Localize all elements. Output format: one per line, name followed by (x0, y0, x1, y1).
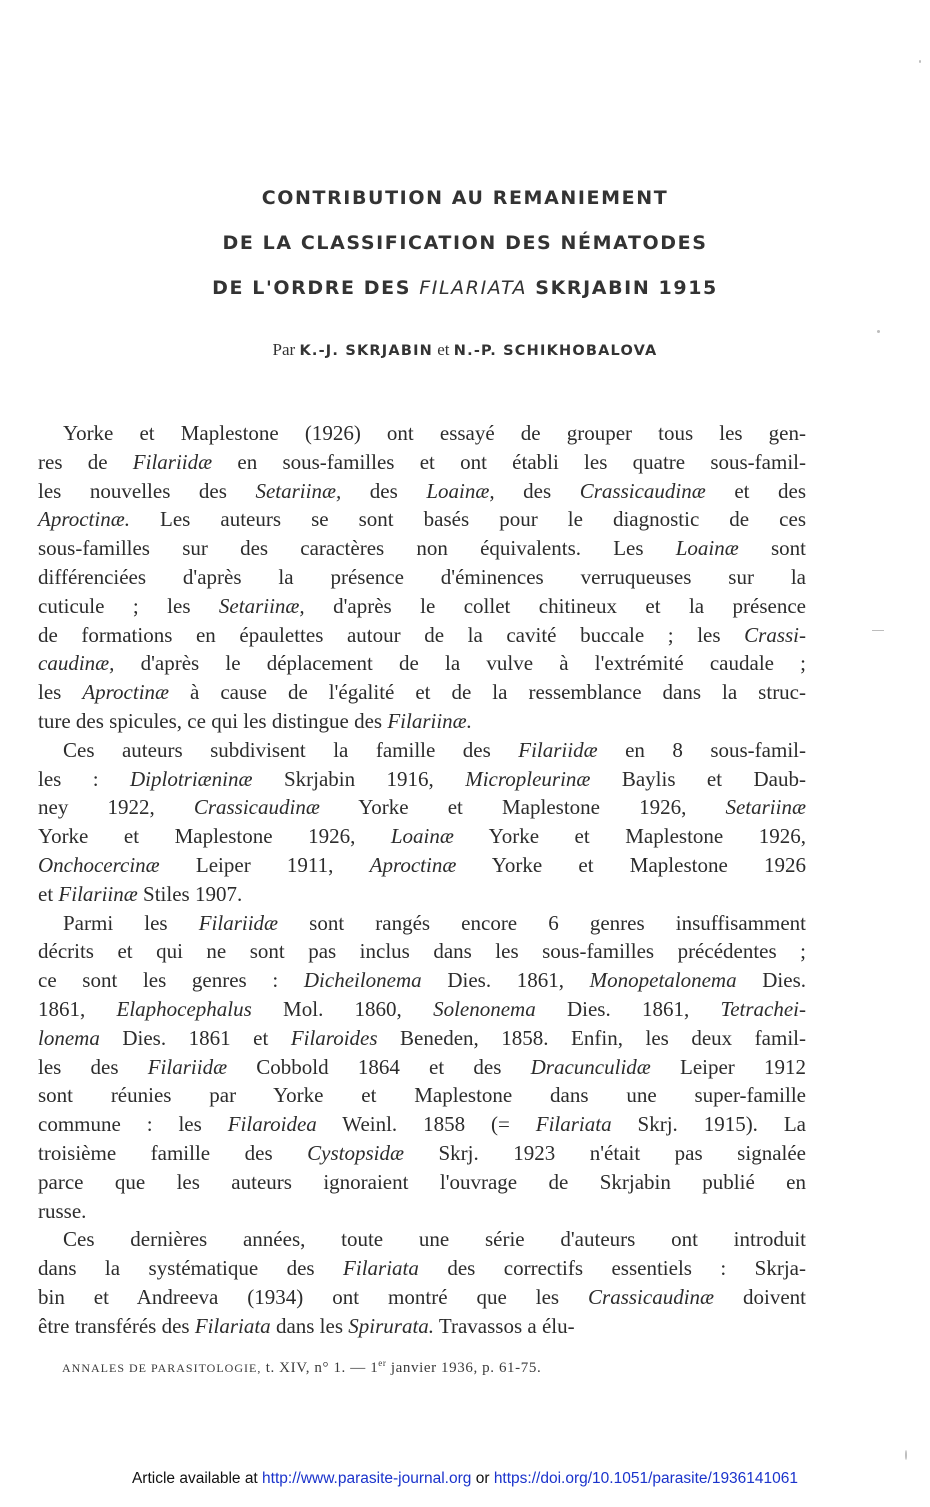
italic-taxon: Filariidæ (518, 737, 598, 762)
text-run: Weinl. 1858 (= (316, 1112, 536, 1137)
journal-date: janvier 1936, p. 61-75. (386, 1360, 542, 1376)
text-run: dans les (270, 1313, 349, 1338)
text-run: troisième famille des (38, 1140, 308, 1165)
text-run: Ces auteurs subdivisent la famille des (63, 737, 519, 762)
text-run: de formations en épaulettes autour de la cavité buccale ; les (38, 622, 745, 647)
text-run: bin et Andreeva (1934) ont montré que les (38, 1284, 589, 1309)
text-run: les : (38, 766, 130, 791)
text-line (38, 909, 806, 938)
text-run: Yorke et Maplestone 1926, (38, 824, 391, 849)
text-run: des correctifs essentiels : Skrja- (418, 1256, 806, 1281)
availability-notice (0, 1470, 930, 1488)
text-line (38, 1024, 806, 1053)
scan-speck (919, 60, 921, 63)
journal-sup: er (378, 1358, 387, 1368)
text-run: Ces dernières années, toute une série d'auteurs ont introduit (63, 1227, 806, 1252)
text-line (38, 1312, 806, 1341)
scan-speck (872, 630, 884, 631)
text-line (38, 1254, 806, 1283)
italic-taxon: Micropleurinæ (465, 766, 591, 791)
text-line (38, 1283, 806, 1312)
italic-taxon: Setariinæ, (218, 593, 305, 618)
text-run: Skrjabin 1916, (252, 766, 466, 791)
text-run: Yorke et Maplestone 1926, (453, 824, 806, 849)
author-second: N.-P. SCHIKHOBALOVA (453, 343, 658, 359)
authors-conj: et (437, 340, 450, 359)
italic-taxon: Spirurata. (348, 1313, 435, 1338)
text-line (38, 1053, 806, 1082)
text-run: Dies. (736, 968, 807, 993)
text-run: et des (705, 478, 807, 503)
italic-taxon: Filariata (194, 1313, 271, 1338)
doi-link[interactable]: https://doi.org/10.1051/parasite/1936141061 (493, 1470, 799, 1487)
availability-prefix: Article available at (131, 1470, 263, 1487)
italic-taxon: Crassicaudinæ (193, 795, 320, 820)
journal-citation (62, 1358, 762, 1377)
text-run: Parmi les (63, 910, 199, 935)
text-line (38, 563, 806, 592)
title-line-3-italic: FILARIATA (419, 277, 528, 299)
text-line (38, 851, 806, 880)
text-line (38, 1168, 806, 1197)
italic-taxon: Loainæ (390, 824, 454, 849)
text-run: Beneden, 1858. Enfin, les deux famil- (377, 1025, 806, 1050)
journal-name: ANNALES DE PARASITOLOGIE, (62, 1361, 262, 1375)
italic-taxon: Solenonema (433, 996, 536, 1021)
text-run: dans la systématique des (38, 1256, 344, 1281)
italic-taxon: Aproctinæ. (38, 507, 130, 532)
italic-taxon: Filariata (343, 1256, 419, 1281)
text-run: en 8 sous-famil- (597, 737, 806, 762)
authors-prefix: Par (272, 340, 296, 359)
text-run: décrits et qui ne sont pas inclus dans les sous-familles précédentes ; (38, 939, 806, 964)
text-line (38, 419, 806, 448)
text-run: ney 1922, (38, 795, 194, 820)
text-run: d'après le collet chitineux et la présence (304, 593, 806, 618)
text-line (38, 534, 806, 563)
text-line (38, 966, 806, 995)
italic-taxon: Filariata (535, 1112, 612, 1137)
text-run: des (494, 478, 580, 503)
italic-taxon: Cystopsidæ (307, 1140, 404, 1165)
text-run: Leiper 1911, (159, 852, 370, 877)
text-line (38, 678, 806, 707)
italic-taxon: Filaroides (290, 1025, 378, 1050)
text-line (38, 1197, 806, 1226)
italic-taxon: Monopetalonema (589, 968, 737, 993)
text-line (38, 822, 806, 851)
italic-taxon: Filariinæ (58, 881, 138, 906)
text-line (38, 621, 806, 650)
text-run: sont rangés encore 6 genres insuffisamment (278, 910, 807, 935)
text-run: sous-familles sur des caractères non équivalents. Les (38, 536, 676, 561)
text-line (38, 592, 806, 621)
italic-taxon: Filariinæ. (387, 708, 472, 733)
title-line-1: CONTRIBUTION AU REMANIEMENT (261, 187, 669, 209)
italic-taxon: Dracunculidæ (530, 1054, 651, 1079)
text-run: Skrj. 1915). La (611, 1112, 806, 1137)
italic-taxon: Diplotriæninæ (130, 766, 253, 791)
italic-taxon: Crassicaudinæ (588, 1284, 715, 1309)
text-run: sont (738, 536, 806, 561)
text-run: Cobbold 1864 et des (227, 1054, 531, 1079)
text-run: les nouvelles des (38, 478, 256, 503)
text-line (38, 793, 806, 822)
italic-taxon: lonema (38, 1025, 100, 1050)
journal-link[interactable]: http://www.parasite-journal.org (262, 1470, 472, 1487)
text-line (38, 1139, 806, 1168)
text-line (38, 1081, 806, 1110)
authors-line (0, 340, 930, 360)
italic-taxon: Filariidæ (147, 1054, 228, 1079)
text-run: Yorke et Maplestone (1926) ont essayé de grouper tous les gen- (63, 421, 806, 445)
text-run: 1861, (38, 996, 117, 1021)
text-run: sont réunies par Yorke et Maplestone dans une super-famille (38, 1083, 806, 1108)
availability-conj: or (471, 1470, 494, 1487)
article-body (38, 419, 806, 1341)
text-run: et (38, 881, 59, 906)
title-line-3-prefix: DE L'ORDRE DES (212, 277, 412, 299)
scan-speck (905, 1450, 907, 1460)
text-run: parce que les auteurs ignoraient l'ouvrage de Skrjabin publié en (38, 1169, 806, 1194)
text-line (38, 765, 806, 794)
text-run: être transférés des (38, 1313, 195, 1338)
text-run: Travassos a élu- (434, 1313, 575, 1338)
text-line (38, 1110, 806, 1139)
text-line (38, 477, 806, 506)
title-line-2: DE LA CLASSIFICATION DES NÉMATODES (222, 232, 708, 254)
text-run: res de (38, 449, 133, 474)
italic-taxon: Loainæ (675, 536, 739, 561)
text-run: Dies. 1861 et (99, 1025, 291, 1050)
text-line (38, 448, 806, 477)
text-run: Yorke et Maplestone 1926, (319, 795, 726, 820)
title-line-3 (0, 277, 930, 299)
text-run: Stiles 1907. (137, 881, 243, 906)
text-run: les des (38, 1054, 148, 1079)
italic-taxon: Crassicaudinæ (579, 478, 706, 503)
italic-taxon: Filaroidea (227, 1112, 317, 1137)
text-line (38, 707, 806, 736)
text-run: ce sont les genres : (38, 968, 304, 993)
italic-taxon: Loainæ, (426, 478, 495, 503)
text-line (38, 505, 806, 534)
text-run: d'après le déplacement de la vulve à l'extrémité caudale ; (114, 651, 806, 676)
text-run: Baylis et Daub- (590, 766, 806, 791)
italic-taxon: Filariidæ (132, 449, 213, 474)
text-line (38, 736, 806, 765)
text-line (38, 995, 806, 1024)
text-run: Les auteurs se sont basés pour le diagnostic de ces (129, 507, 806, 532)
italic-taxon: Dicheilonema (303, 968, 422, 993)
text-run: russe. (38, 1198, 87, 1223)
journal-volume: t. XIV, n° 1. — 1 (265, 1360, 379, 1376)
italic-taxon: Onchocercinæ (38, 852, 160, 877)
italic-taxon: Setariinæ, (255, 478, 342, 503)
text-run: différenciées d'après la présence d'éminences verruqueuses sur la (38, 564, 806, 589)
text-line (38, 937, 806, 966)
text-run: en sous-familles et ont établi les quatre sous-famil- (212, 449, 806, 474)
italic-taxon: Tetrachei- (720, 996, 807, 1021)
text-run: commune : les (38, 1112, 228, 1137)
italic-taxon: Setariinæ (725, 795, 806, 820)
text-run: des (341, 478, 427, 503)
italic-taxon: caudinæ, (38, 651, 115, 676)
text-line (38, 880, 806, 909)
italic-taxon: Elaphocephalus (116, 996, 252, 1021)
italic-taxon: Aproctinæ (369, 852, 457, 877)
text-run: les (38, 680, 83, 705)
author-first: K.-J. SKRJABIN (299, 343, 433, 359)
italic-taxon: Filariidæ (198, 910, 279, 935)
text-run: ture des spicules, ce qui les distingue des (38, 708, 388, 733)
italic-taxon: Aproctinæ (82, 680, 170, 705)
text-run: Mol. 1860, (251, 996, 434, 1021)
text-run: Leiper 1912 (650, 1054, 806, 1079)
text-run: doivent (714, 1284, 806, 1309)
text-run: Yorke et Maplestone 1926 (456, 852, 806, 877)
title-line-3-suffix: SKRJABIN 1915 (535, 277, 718, 299)
text-line (38, 1225, 806, 1254)
scan-speck (877, 330, 880, 333)
text-run: Dies. 1861, (535, 996, 721, 1021)
text-run: Dies. 1861, (421, 968, 590, 993)
text-line (38, 649, 806, 678)
text-run: Skrj. 1923 n'était pas signalée (403, 1140, 806, 1165)
text-run: cuticule ; les (38, 593, 219, 618)
italic-taxon: Crassi- (744, 622, 806, 647)
text-run: à cause de l'égalité et de la ressemblance dans la struc- (169, 680, 806, 705)
